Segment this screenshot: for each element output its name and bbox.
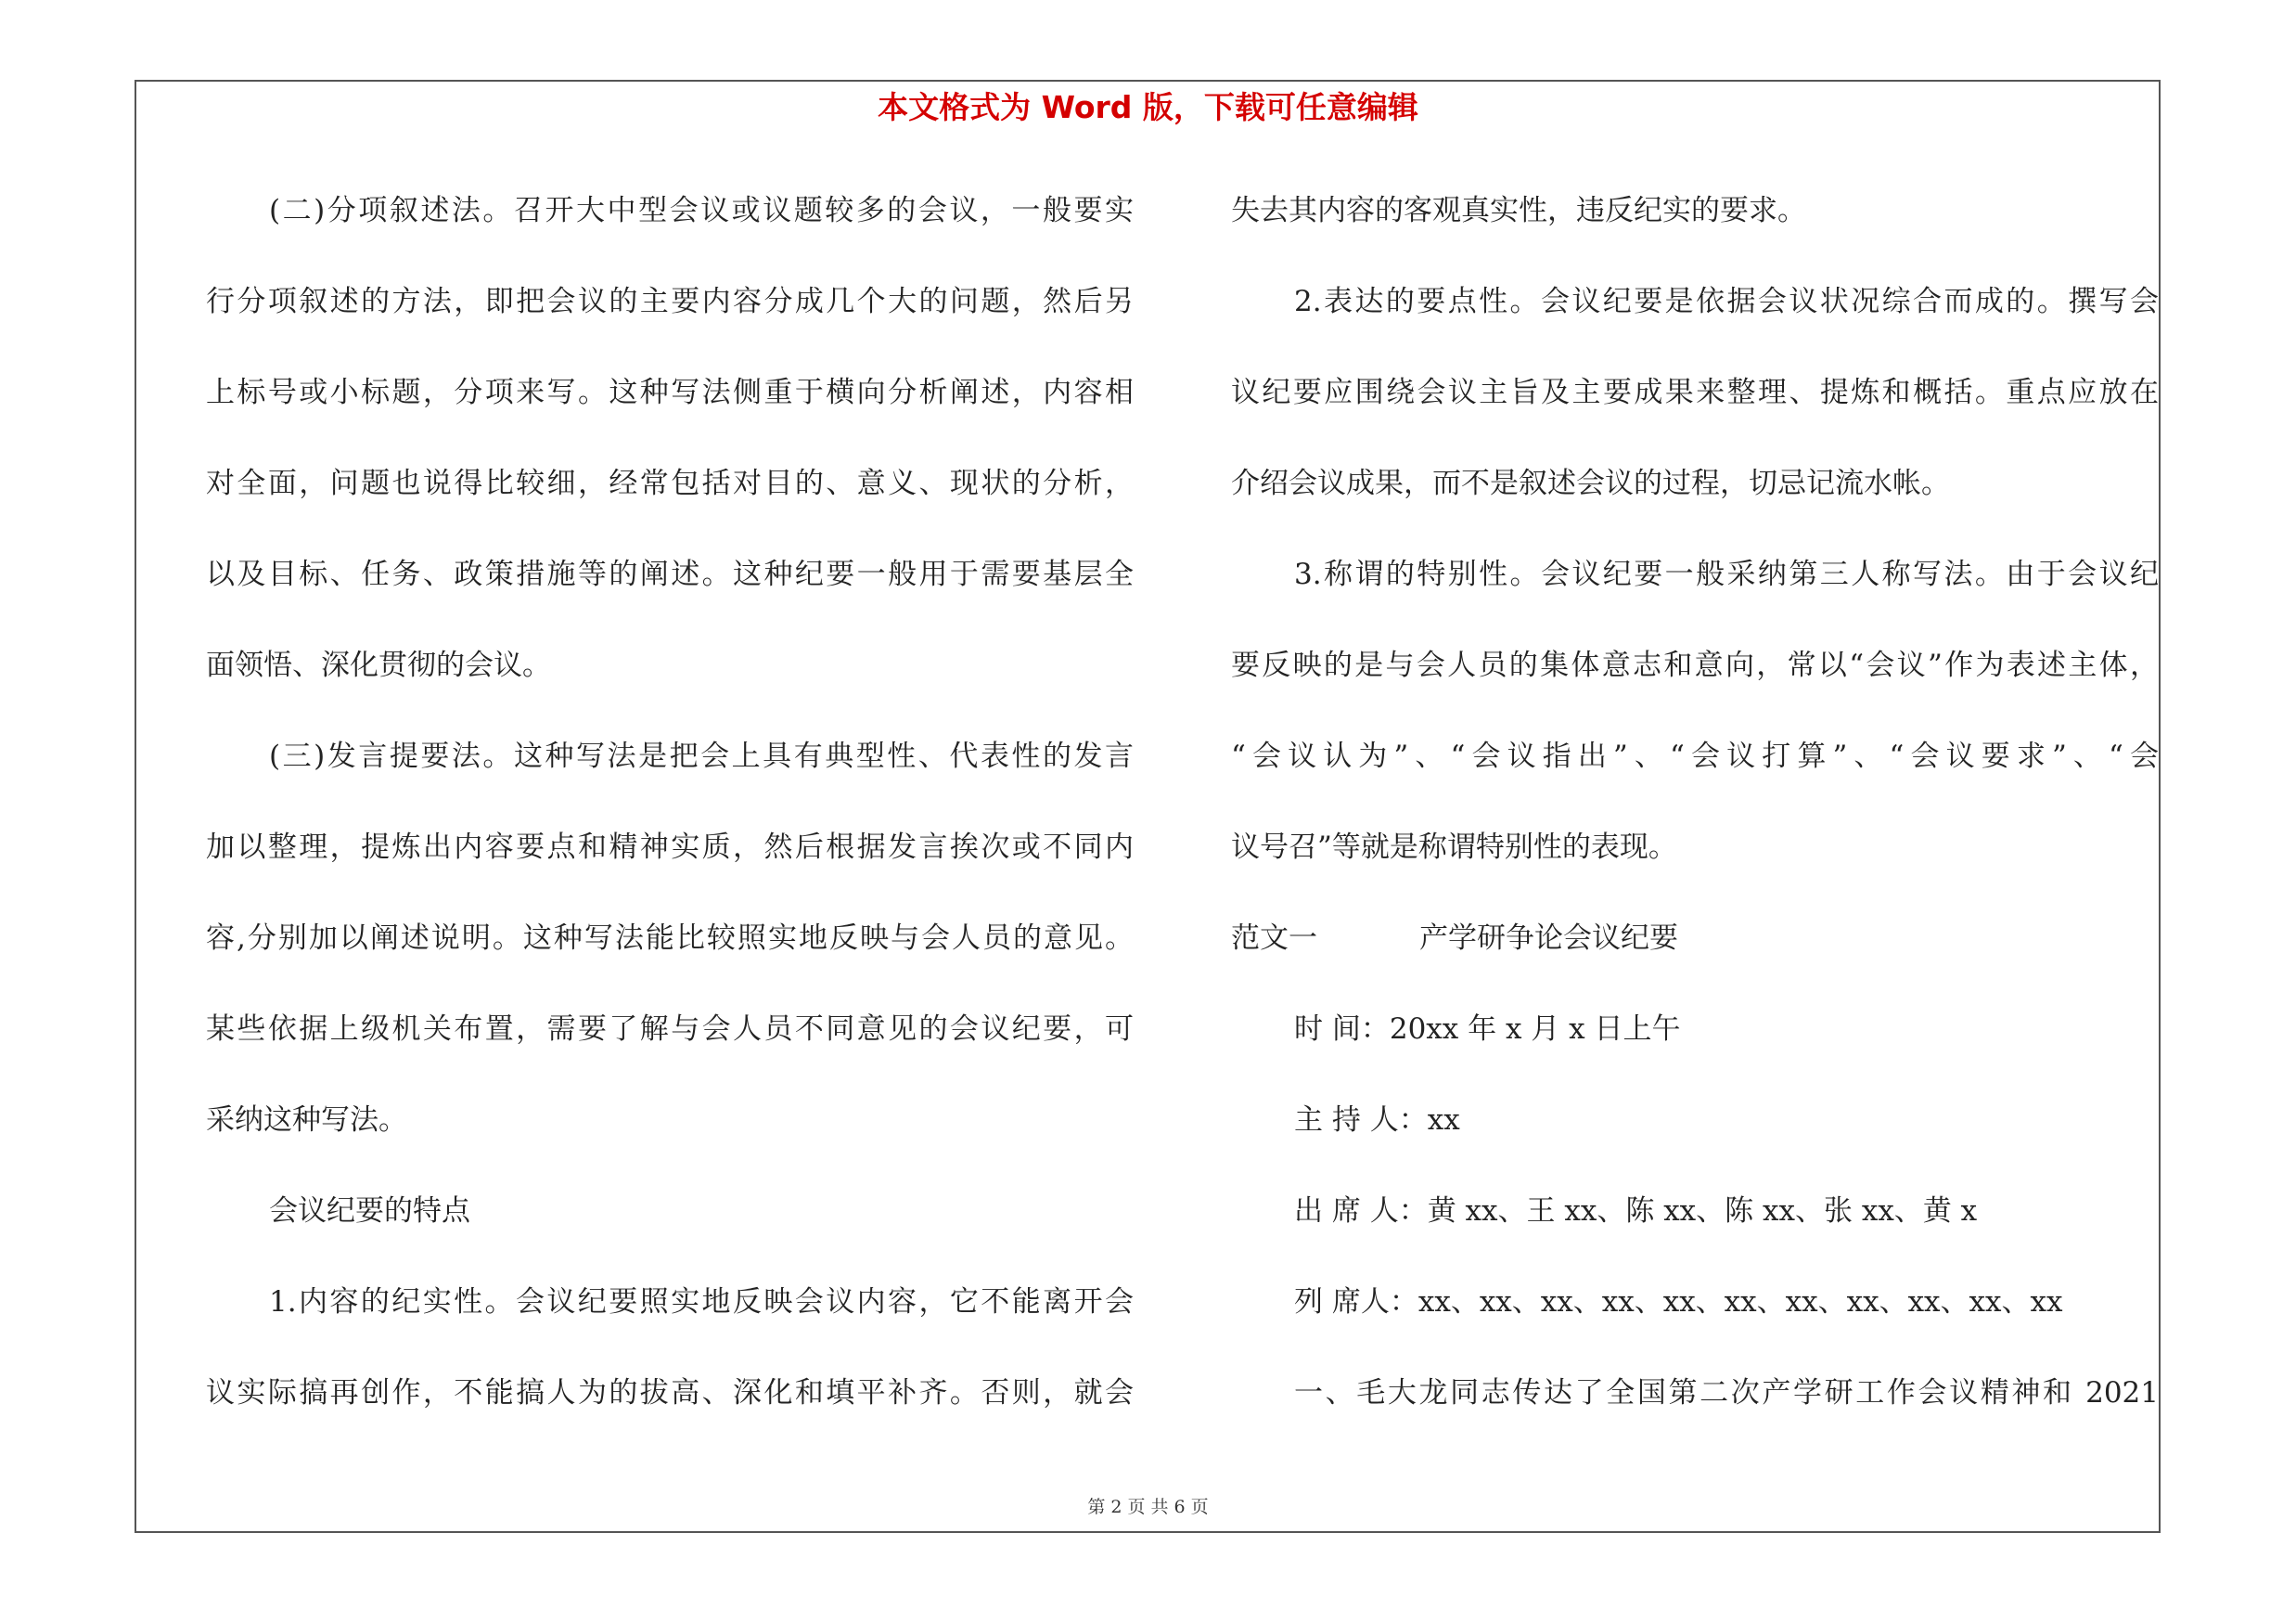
paragraph-line: 议纪要应围绕会议主旨及主要成果来整理、提炼和概括。重点应放在 bbox=[1231, 376, 2159, 409]
meeting-time: 时 间：20xx 年 x 月 x 日上午 bbox=[1294, 1012, 1681, 1046]
paragraph-line: 一、毛大龙同志传达了全国第二次产学研工作会议精神和 2021 bbox=[1294, 1376, 2159, 1410]
paragraph-line: 1.内容的纪实性。会议纪要照实地反映会议内容，它不能离开会 bbox=[269, 1285, 1134, 1319]
paragraph-line: 失去其内容的客观真实性，违反纪实的要求。 bbox=[1231, 194, 1806, 227]
paragraph-line: 采纳这种写法。 bbox=[206, 1103, 407, 1137]
header-banner: 本文格式为 Word 版，下载可任意编辑 bbox=[878, 89, 1418, 125]
paragraph-line: 要反映的是与会人员的集体意志和意向，常以“会议”作为表述主体， bbox=[1231, 649, 2159, 682]
meeting-observers: 列 席人：xx、xx、xx、xx、xx、xx、xx、xx、xx、xx、xx bbox=[1294, 1285, 2063, 1319]
paragraph-line: 加以整理，提炼出内容要点和精神实质，然后根据发言挨次或不同内 bbox=[206, 831, 1134, 864]
page-number: 第 2 页 共 6 页 bbox=[1087, 1497, 1209, 1517]
paragraph-line: 容,分别加以阐述说明。这种写法能比较照实地反映与会人员的意见。 bbox=[206, 921, 1134, 955]
paragraph-line: 对全面，问题也说得比较细，经常包括对目的、意义、现状的分析， bbox=[206, 467, 1134, 500]
meeting-host: 主 持 人：xx bbox=[1294, 1103, 1460, 1137]
paragraph-line: 介绍会议成果，而不是叙述会议的过程，切忌记流水帐。 bbox=[1231, 467, 1950, 500]
left-column bbox=[206, 182, 1134, 1455]
paragraph-line: (二)分项叙述法。召开大中型会议或议题较多的会议，一般要实 bbox=[269, 194, 1134, 227]
paragraph-line: 3.称谓的特别性。会议纪要一般采纳第三人称写法。由于会议纪 bbox=[1294, 558, 2159, 591]
sample-title-line bbox=[1231, 909, 2159, 1000]
paragraph-line: “会议认为”、“会议指出”、“会议打算”、“会议要求”、“会 bbox=[1231, 740, 2159, 773]
sample-title: 产学研争论会议纪要 bbox=[1419, 921, 1678, 955]
paragraph-line: 某些依据上级机关布置，需要了解与会人员不同意见的会议纪要，可 bbox=[206, 1012, 1134, 1046]
meeting-attendees: 出 席 人：黄 xx、王 xx、陈 xx、陈 xx、张 xx、黄 x bbox=[1294, 1194, 1978, 1228]
paragraph-line: 2.表达的要点性。会议纪要是依据会议状况综合而成的。撰写会 bbox=[1294, 285, 2159, 318]
paragraph-line: 议实际搞再创作，不能搞人为的拔高、深化和填平补齐。否则，就会 bbox=[206, 1376, 1134, 1410]
paragraph-line: 议号召”等就是称谓特别性的表现。 bbox=[1231, 831, 1677, 864]
right-column bbox=[1231, 182, 2159, 1455]
sample-label: 范文一 bbox=[1231, 921, 1317, 955]
paragraph-line: 面领悟、深化贯彻的会议。 bbox=[206, 649, 551, 682]
paragraph-line: 行分项叙述的方法，即把会议的主要内容分成几个大的问题，然后另 bbox=[206, 285, 1134, 318]
paragraph-line: (三)发言提要法。这种写法是把会上具有典型性、代表性的发言 bbox=[269, 740, 1134, 773]
paragraph-line: 以及目标、任务、政策措施等的阐述。这种纪要一般用于需要基层全 bbox=[206, 558, 1134, 591]
paragraph-line: 上标号或小标题，分项来写。这种写法侧重于横向分析阐述，内容相 bbox=[206, 376, 1134, 409]
section-heading: 会议纪要的特点 bbox=[269, 1194, 470, 1228]
